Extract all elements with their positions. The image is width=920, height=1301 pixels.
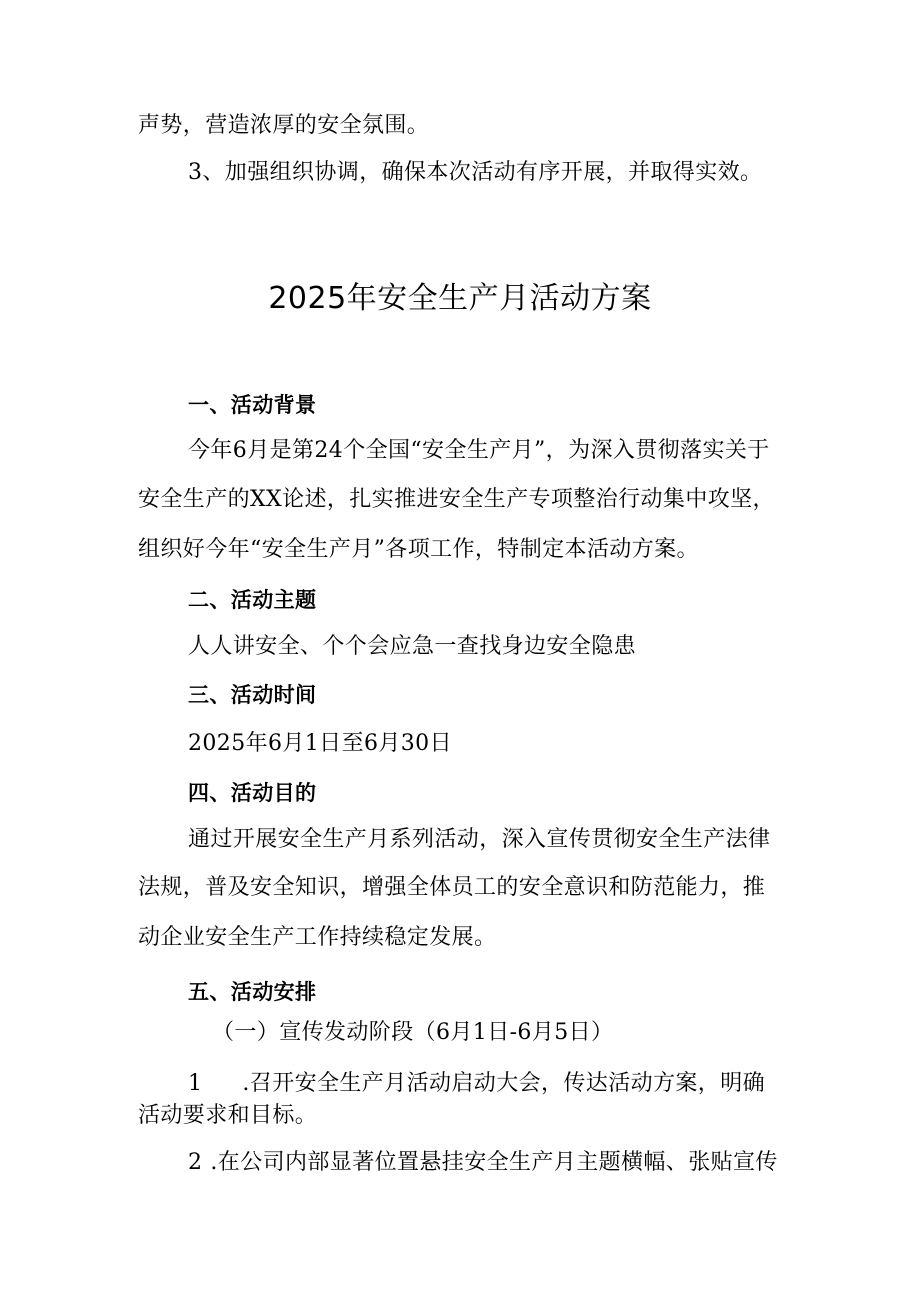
document-title: 2025年安全生产月活动方案 <box>268 281 652 316</box>
background-line-1: 今年6月是第24个全国“安全生产月”，为深入贯彻落实关于 <box>188 438 770 463</box>
section-heading-theme: 二、活动主题 <box>188 588 317 612</box>
section-heading-time: 三、活动时间 <box>188 683 317 707</box>
arrangement-item-2-number: 2 <box>188 1150 203 1175</box>
arrangement-phase-1: （一）宣传发动阶段（6月1日-6月5日） <box>212 1020 614 1045</box>
section-heading-background: 一、活动背景 <box>188 393 317 417</box>
background-line-2: 安全生产的XX论述，扎实推进安全生产专项整治行动集中攻坚， <box>138 487 775 512</box>
theme-text: 人人讲安全、个个会应急一查找身边安全隐患 <box>188 634 637 659</box>
continuation-line-2: 3、加强组织协调，确保本次活动有序开展，并取得实效。 <box>188 160 763 185</box>
continuation-line-1: 声势，营造浓厚的安全氛围。 <box>138 113 430 138</box>
purpose-line-2: 法规，普及安全知识，增强全体员工的安全意识和防范能力，推 <box>138 875 766 900</box>
section-heading-purpose: 四、活动目的 <box>188 781 317 805</box>
arrangement-item-1-text: .召开安全生产月活动启动大会，传达活动方案，明确 <box>242 1071 766 1096</box>
arrangement-item-2-line-1 <box>188 1148 778 1178</box>
arrangement-item-1-number: 1 <box>188 1071 203 1096</box>
time-text: 2025年6月1日至6月30日 <box>188 731 452 756</box>
purpose-line-1: 通过开展安全生产月系列活动，深入宣传贯彻安全生产法律 <box>188 827 771 852</box>
arrangement-item-2-text: .在公司内部显著位置悬挂安全生产月主题横幅、张贴宣传 <box>210 1150 778 1175</box>
purpose-line-3: 动企业安全生产工作持续稳定发展。 <box>138 925 497 950</box>
section-heading-arrangement: 五、活动安排 <box>188 980 317 1004</box>
arrangement-item-1-line-1 <box>188 1069 765 1099</box>
background-line-3: 组织好今年“安全生产月”各项工作，特制定本活动方案。 <box>138 537 699 562</box>
arrangement-item-1-line-2: 活动要求和目标。 <box>138 1103 318 1128</box>
